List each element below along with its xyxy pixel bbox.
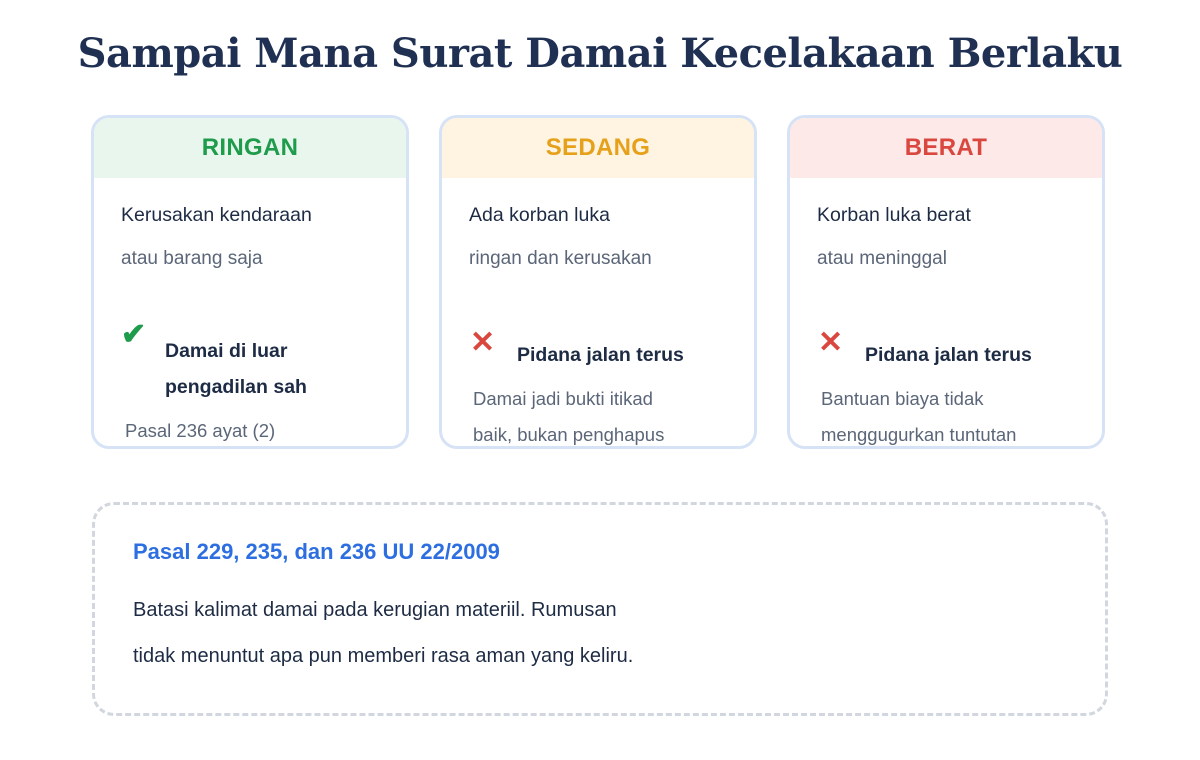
check-icon: ✔ [121,318,147,351]
card-sedang-result: Pidana jalan terus [517,344,684,366]
legal-note-title: Pasal 229, 235, dan 236 UU 22/2009 [133,539,500,564]
card-ringan-header [94,118,406,178]
card-berat-desc-line1: Korban luka berat [817,204,971,226]
card-sedang-note-line2: baik, bukan penghapus [473,424,665,445]
card-berat-label: BERAT [904,134,988,161]
card-sedang-desc-line1: Ada korban luka [469,204,610,226]
card-berat-desc-line2: atau meninggal [817,248,947,269]
page-title: Sampai Mana Surat Damai Kecelakaan Berlaku [77,30,1123,77]
card-ringan-result-line2: pengadilan sah [165,376,307,398]
card-berat-result: Pidana jalan terus [865,344,1032,366]
card-sedang-label: SEDANG [545,134,651,161]
card-ringan-desc-line2: atau barang saja [121,248,263,269]
card-ringan-label: RINGAN [201,134,299,161]
card-ringan-note: Pasal 236 ayat (2) [125,420,276,441]
x-icon: ✕ [818,326,844,359]
x-icon: ✕ [470,326,496,359]
card-berat-note-line1: Bantuan biaya tidak [821,388,984,409]
card-ringan [91,115,409,449]
legal-note-line2: tidak menuntut apa pun memberi rasa aman yang keliru. [133,645,634,667]
legal-note-box [92,502,1108,716]
card-berat [787,115,1105,449]
card-sedang-header [442,118,754,178]
legal-note-line1: Batasi kalimat damai pada kerugian materiil. Rumusan [133,599,617,621]
card-ringan-result-line1: Damai di luar [165,340,288,362]
card-sedang-desc-line2: ringan dan kerusakan [469,248,652,269]
card-sedang-note-line1: Damai jadi bukti itikad [473,388,653,409]
card-ringan-desc-line1: Kerusakan kendaraan [121,204,312,226]
card-berat-header [790,118,1102,178]
card-sedang [439,115,757,449]
card-berat-note-line2: menggugurkan tuntutan [821,424,1017,445]
